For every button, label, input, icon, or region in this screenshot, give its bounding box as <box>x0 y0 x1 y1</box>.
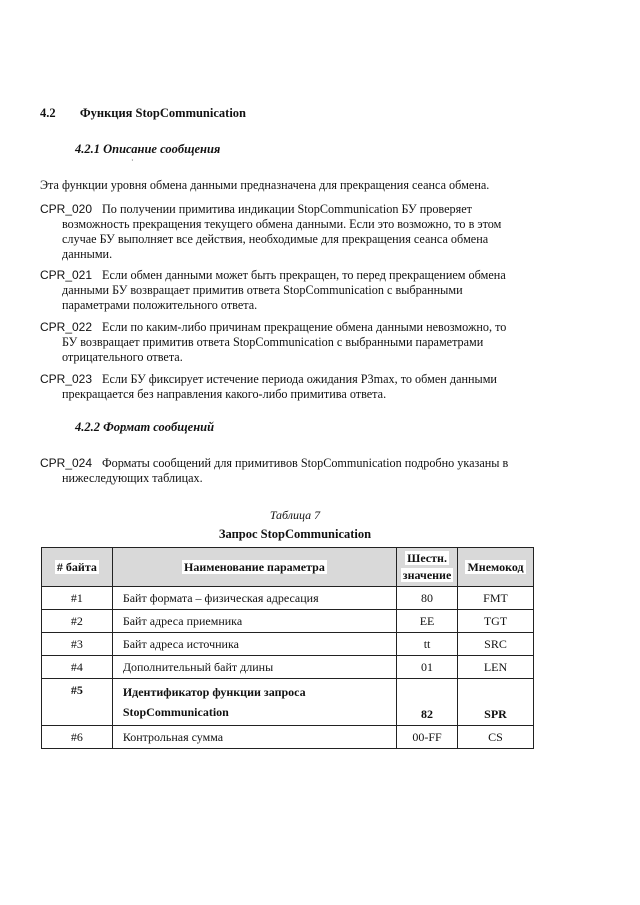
cell-byte: #2 <box>42 610 113 633</box>
requirement-line: прекращается без направления какого-либо примитива ответа. <box>62 387 387 401</box>
cell-name: Байт формата – физическая адресация <box>112 587 396 610</box>
cell-hex: 80 <box>397 587 458 610</box>
cell-mnemonic: SRC <box>458 633 534 656</box>
table-row <box>42 587 534 610</box>
cell-name: Контрольная сумма <box>112 726 396 749</box>
cell-byte: #3 <box>42 633 113 656</box>
section-heading <box>40 106 246 121</box>
cell-hex: 82 <box>397 679 458 726</box>
header-hex-value: Шестн. значение <box>397 548 458 587</box>
table-row <box>42 679 534 726</box>
cell-byte: #4 <box>42 656 113 679</box>
requirement-line: Если по каким-либо причинам прекращение обмена данными невозможно, то <box>102 320 507 334</box>
table-caption: Таблица 7 <box>269 508 321 522</box>
section-title: Функция StopCommunication <box>79 106 246 120</box>
requirement-cpr-023 <box>40 372 560 402</box>
requirement-line: По получении примитива индикации StopCommunication БУ проверяет <box>102 202 472 216</box>
cell-name-line: Идентификатор функции запроса <box>122 685 306 699</box>
requirement-id: CPR_020 <box>40 202 93 216</box>
cell-byte: #6 <box>42 726 113 749</box>
parameters-table <box>41 547 534 749</box>
requirement-cpr-024 <box>40 456 560 486</box>
table-row <box>42 656 534 679</box>
requirement-id: CPR_023 <box>40 372 93 386</box>
cell-mnemonic: CS <box>458 726 534 749</box>
requirement-line: данными. <box>62 247 113 261</box>
requirement-line: Форматы сообщений для примитивов StopCommunication подробно указаны в <box>102 456 509 470</box>
requirement-id: CPR_021 <box>40 268 93 282</box>
cell-hex: 00-FF <box>397 726 458 749</box>
requirement-line: отрицательного ответа. <box>62 350 183 364</box>
cell-byte: #1 <box>42 587 113 610</box>
requirement-line: Если БУ фиксирует истечение периода ожидания P3max, то обмен данными <box>102 372 497 386</box>
header-parameter-name: Наименование параметра <box>112 548 396 587</box>
subsection-title-description: 4.2.1 Описание сообщения <box>75 142 221 156</box>
cell-hex: tt <box>397 633 458 656</box>
cell-name <box>112 679 396 726</box>
table-title: Запрос StopCommunication <box>218 527 372 541</box>
table-row <box>42 726 534 749</box>
cell-name: Дополнительный байт длины <box>112 656 396 679</box>
requirement-line: возможность прекращения текущего обмена данными. Если это возможно, то в этом <box>62 217 502 231</box>
table-header-row <box>42 548 534 587</box>
requirement-line: параметрами положительного ответа. <box>62 298 258 312</box>
table-row <box>42 610 534 633</box>
cell-mnemonic: LEN <box>458 656 534 679</box>
requirement-cpr-021 <box>40 268 560 313</box>
requirement-cpr-022 <box>40 320 560 365</box>
requirement-line: БУ возвращает примитив ответа StopCommunication с выбранными параметрами <box>62 335 484 349</box>
cell-mnemonic: FMT <box>458 587 534 610</box>
requirement-line: случае БУ выполняет все действия, необходимые для прекращения сеанса обмена <box>62 232 489 246</box>
requirement-cpr-020 <box>40 202 560 262</box>
cell-name-line: StopCommunication <box>122 705 229 719</box>
scan-mark: · <box>131 156 134 165</box>
header-byte: # байта <box>42 548 113 587</box>
requirement-line: данными БУ возвращает примитив ответа StopCommunication с выбранными <box>62 283 463 297</box>
cell-hex: 01 <box>397 656 458 679</box>
cell-mnemonic: SPR <box>458 679 534 726</box>
cell-byte: #5 <box>42 679 113 726</box>
intro-paragraph: Эта функции уровня обмена данными предназначена для прекращения сеанса обмена. <box>40 178 490 192</box>
requirement-line: нижеследующих таблицах. <box>62 471 203 485</box>
cell-name: Байт адреса источника <box>112 633 396 656</box>
header-mnemonic: Мнемокод <box>458 548 534 587</box>
cell-name: Байт адреса приемника <box>112 610 396 633</box>
requirement-id: CPR_024 <box>40 456 93 470</box>
cell-mnemonic: TGT <box>458 610 534 633</box>
subsection-title-format: 4.2.2 Формат сообщений <box>75 420 215 434</box>
section-number: 4.2 <box>40 106 56 120</box>
table-row <box>42 633 534 656</box>
requirement-line: Если обмен данными может быть прекращен, то перед прекращением обмена <box>102 268 506 282</box>
cell-hex: EE <box>397 610 458 633</box>
requirement-id: CPR_022 <box>40 320 93 334</box>
